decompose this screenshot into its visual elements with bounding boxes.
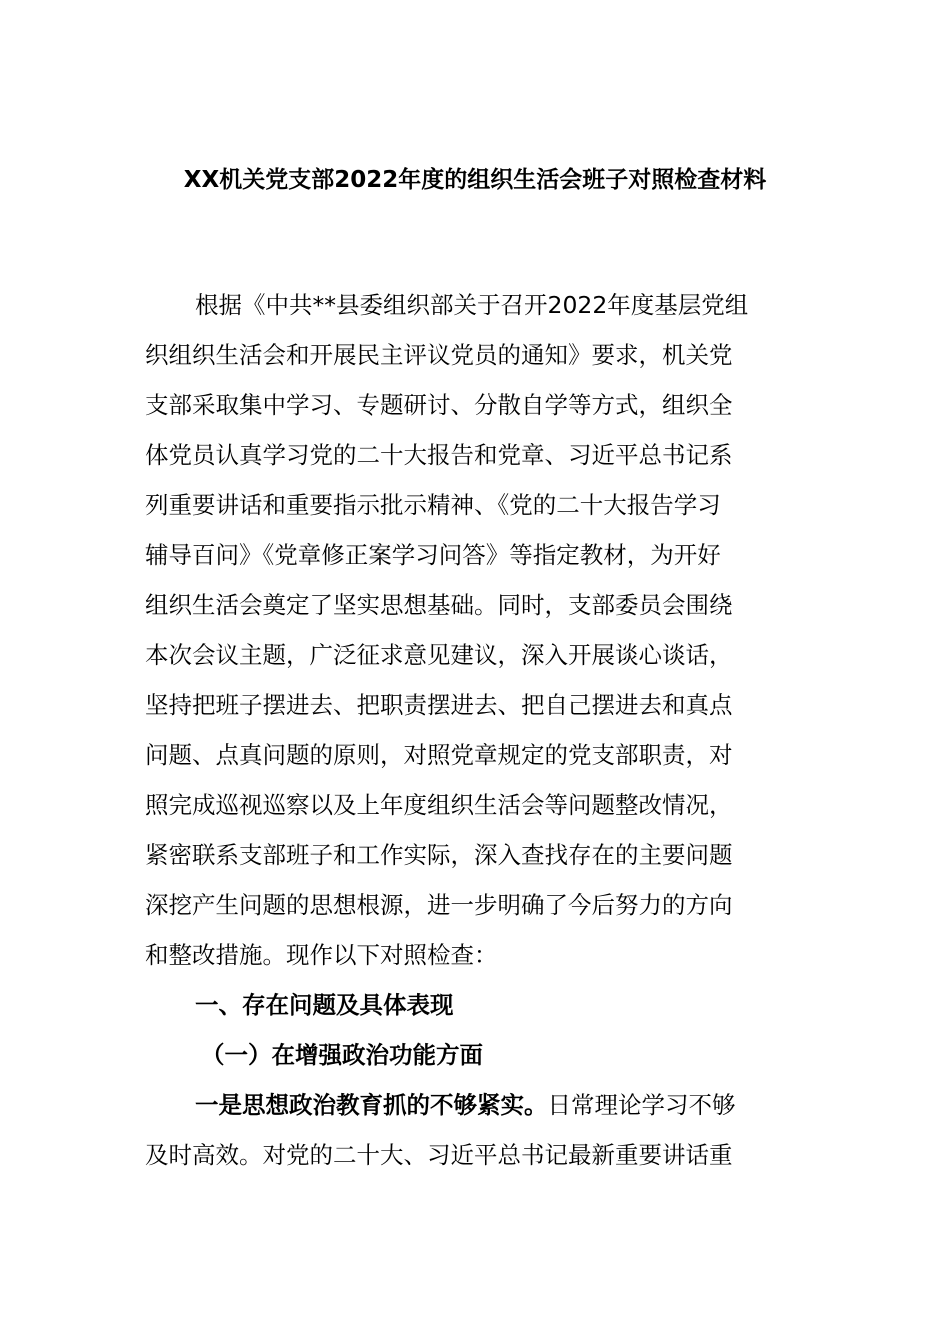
intro-line: 深挖产生问题的思想根源，进一步明确了今后努力的方向 (145, 891, 733, 919)
point-line: 及时高效。对党的二十大、习近平总书记最新重要讲话重 (145, 1141, 733, 1169)
intro-line: 和整改措施。现作以下对照检查： (145, 941, 498, 969)
intro-line: 体党员认真学习党的二十大报告和党章、习近平总书记系 (145, 441, 733, 469)
intro-line: 辅导百问》《党章修正案学习问答》等指定教材，为开好 (145, 541, 721, 569)
section-heading: 一、存在问题及具体表现 (195, 991, 454, 1019)
intro-line: 紧密联系支部班子和工作实际，深入查找存在的主要问题 (145, 841, 733, 869)
intro-line: 照完成巡视巡察以及上年度组织生活会等问题整改情况， (145, 791, 733, 819)
point-lead: 一是思想政治教育抓的不够紧实。 (195, 1091, 548, 1119)
intro-line: 列重要讲话和重要指示批示精神、《党的二十大报告学习 (145, 491, 721, 519)
document-body (145, 280, 810, 1180)
subsection-heading: （一）在增强政治功能方面 (201, 1041, 483, 1069)
intro-line: 组织生活会奠定了坚实思想基础。同时，支部委员会围绕 (145, 591, 733, 619)
point-text: 日常理论学习不够 (547, 1091, 736, 1119)
intro-line: 坚持把班子摆进去、把职责摆进去、把自己摆进去和真点 (145, 691, 733, 719)
document-title: XX机关党支部2022年度的组织生活会班子对照检查材料 (183, 167, 767, 193)
intro-line: 支部采取集中学习、专题研讨、分散自学等方式，组织全 (145, 391, 733, 419)
intro-line: 织组织生活会和开展民主评议党员的通知》要求，机关党 (145, 341, 733, 369)
point-line (145, 1080, 810, 1130)
intro-line: 问题、点真问题的原则，对照党章规定的党支部职责，对 (145, 741, 733, 769)
intro-line: 根据《中共**县委组织部关于召开2022年度基层党组 (195, 291, 749, 319)
intro-line: 本次会议主题，广泛征求意见建议，深入开展谈心谈话， (145, 641, 733, 669)
